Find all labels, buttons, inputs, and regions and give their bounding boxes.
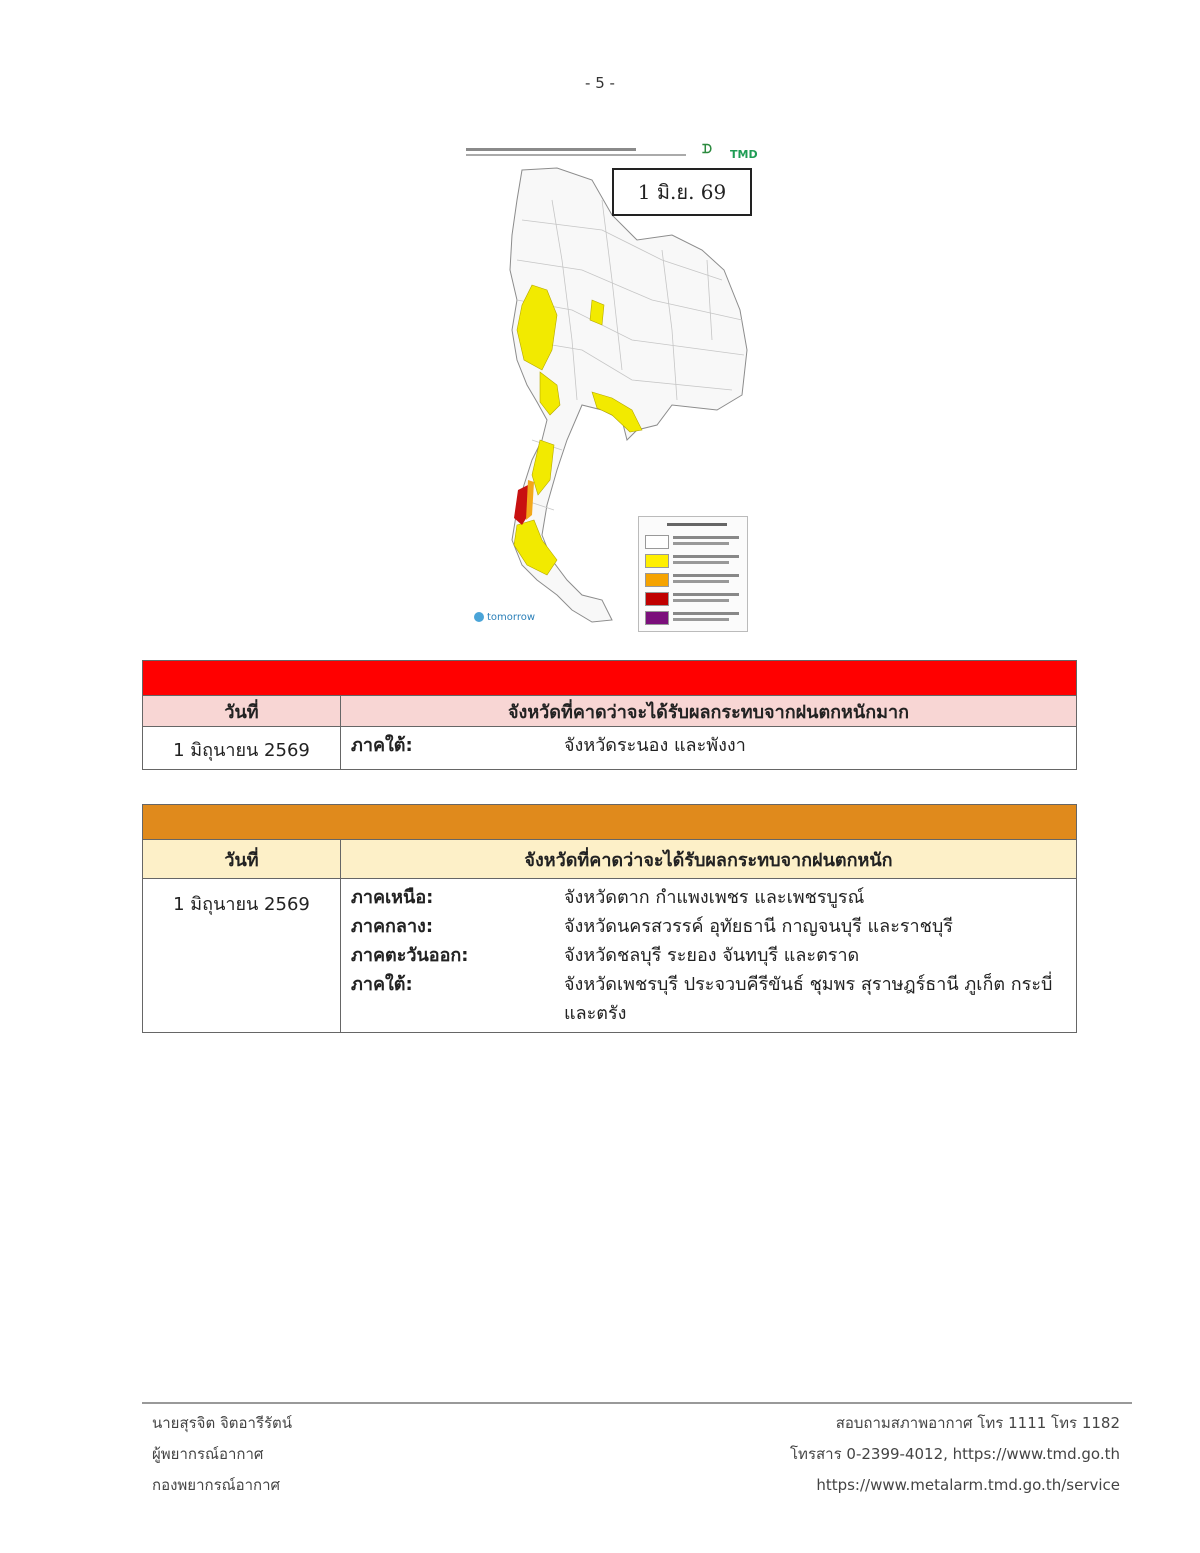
legend-row-very-heavy [645,571,741,587]
region-line [341,970,1076,1028]
very-heavy-rain-table [142,660,1077,770]
legend-swatch-yellow [645,554,669,568]
legend-swatch-red [645,592,669,606]
region-name: ภาคใต้: [351,974,413,995]
area-phuket-krabi [514,520,557,575]
footer-contact [790,1408,1120,1501]
footer-signature [152,1408,292,1501]
region-provinces: จังหวัดชลบุรี ระยอง จันทบุรี และตราด [564,945,860,966]
legend-row-max [645,609,741,625]
legend-row-extreme [645,590,741,606]
page-number: - 5 - [585,74,615,92]
region-line [341,731,1076,760]
very-heavy-band [143,661,1077,696]
legend-swatch-white [645,535,669,549]
header-date: วันที่ [143,840,341,879]
contact-fax-website[interactable]: โทรสาร 0-2399-4012, https://www.tmd.go.th [790,1445,1120,1463]
region-line [341,912,1076,941]
row-date: 1 มิถุนายน 2569 [143,879,341,1033]
forecaster-division: กองพยากรณ์อากาศ [152,1476,281,1494]
legend-title [667,523,727,526]
region-provinces: จังหวัดระนอง และพังงา [564,735,746,756]
region-provinces: จังหวัดนครสวรรค์ อุทัยธานี กาญจนบุรี และราชบุรี [564,916,953,937]
header-provinces: จังหวัดที่คาดว่าจะได้รับผลกระทบจากฝนตกหนัก [341,840,1077,879]
forecaster-name: นายสุรจิต จิตอารีรัตน์ [152,1414,293,1432]
tmd-logo-icon: ᗪ [702,142,712,156]
row-provinces [341,727,1077,770]
region-name: ภาคตะวันออก: [351,945,469,966]
rainfall-forecast-map [462,140,762,635]
row-provinces [341,879,1077,1033]
heavy-rain-table [142,804,1077,1033]
row-date: 1 มิถุนายน 2569 [143,727,341,770]
header-date: วันที่ [143,696,341,727]
region-name: ภาคใต้: [351,735,413,756]
legend-swatch-orange [645,573,669,587]
region-name: ภาคเหนือ: [351,887,434,908]
tomorrow-logo-icon [474,612,484,622]
tomorrow-logo [474,612,535,623]
heavy-band [143,805,1077,840]
tmd-logo-text: TMD [730,148,758,161]
header-provinces: จังหวัดที่คาดว่าจะได้รับผลกระทบจากฝนตกหนักมาก [341,696,1077,727]
region-name: ภาคกลาง: [351,916,434,937]
region-line [341,941,1076,970]
legend-row-light [645,533,741,549]
map-date-label: 1 มิ.ย. 69 [612,168,752,216]
tomorrow-logo-text: tomorrow [487,612,536,623]
map-legend [638,516,748,632]
forecaster-title: ผู้พยากรณ์อากาศ [152,1445,264,1463]
region-line [341,883,1076,912]
legend-swatch-purple [645,611,669,625]
legend-row-heavy [645,552,741,568]
footer-divider [142,1402,1132,1404]
region-provinces: จังหวัดเพชรบุรี ประจวบคีรีขันธ์ ชุมพร สุราษฎร์ธานี ภูเก็ต กระบี่ และตรัง [564,974,1053,1024]
contact-service-link[interactable]: https://www.metalarm.tmd.go.th/service [816,1476,1120,1494]
region-provinces: จังหวัดตาก กำแพงเพชร และเพชรบูรณ์ [564,887,865,908]
contact-phone: สอบถามสภาพอากาศ โทร 1111 โทร 1182 [835,1414,1120,1432]
